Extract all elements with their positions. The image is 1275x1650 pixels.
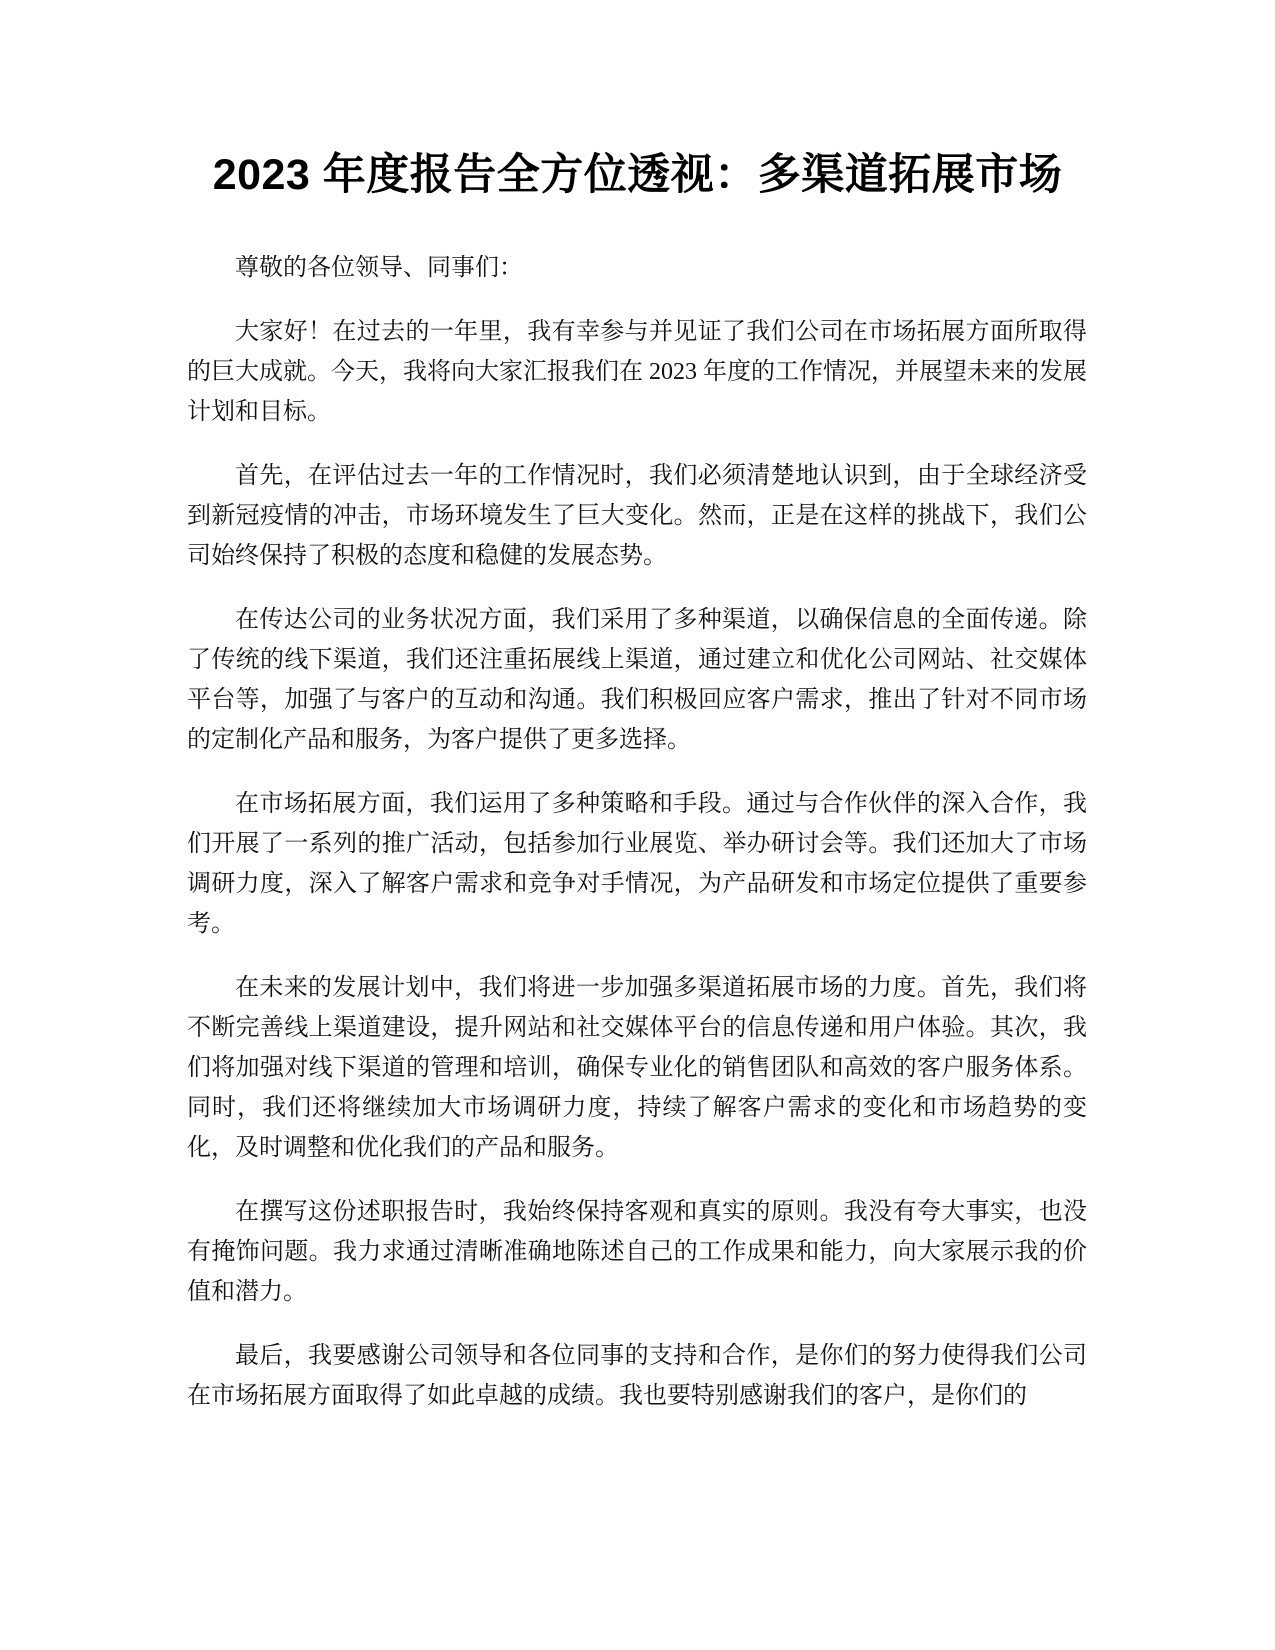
paragraph-greeting: 尊敬的各位领导、同事们： xyxy=(235,255,523,281)
paragraph-evaluation: 首先，在评估过去一年的工作情况时，我们必须清楚地认识到，由于全球经济受到新冠疫情的冲击，市场环境发生了巨大变化。然而，正是在这样的挑战下，我们公司始终保持了积极的态度和稳健的发展态势。 xyxy=(187,463,1087,569)
document-body xyxy=(187,248,1087,1440)
document-title: 2023 年度报告全方位透视：多渠道拓展市场 xyxy=(212,151,1063,199)
paragraph-future-plan: 在未来的发展计划中，我们将进一步加强多渠道拓展市场的力度。首先，我们将不断完善线上渠道建设，提升网站和社交媒体平台的信息传递和用户体验。其次，我们将加强对线下渠道的管理和培训，确保专业化的销售团队和高效的客户服务体系。同时，我们还将继续加大市场调研力度，持续了解客户需求的变化和市场趋势的变化，及时调整和优化我们的产品和服务。 xyxy=(187,975,1087,1161)
paragraph-introduction: 大家好！在过去的一年里，我有幸参与并见证了我们公司在市场拓展方面所取得的巨大成就。今天，我将向大家汇报我们在 2023 年度的工作情况，并展望未来的发展计划和目标。 xyxy=(187,319,1087,425)
paragraph-principles: 在撰写这份述职报告时，我始终保持客观和真实的原则。我没有夸大事实，也没有掩饰问题。我力求通过清晰准确地陈述自己的工作成果和能力，向大家展示我的价值和潜力。 xyxy=(187,1199,1087,1305)
paragraph-market-expansion: 在市场拓展方面，我们运用了多种策略和手段。通过与合作伙伴的深入合作，我们开展了一系列的推广活动，包括参加行业展览、举办研讨会等。我们还加大了市场调研力度，深入了解客户需求和竞争对手情况，为产品研发和市场定位提供了重要参考。 xyxy=(187,791,1087,937)
paragraph-channels: 在传达公司的业务状况方面，我们采用了多种渠道，以确保信息的全面传递。除了传统的线下渠道，我们还注重拓展线上渠道，通过建立和优化公司网站、社交媒体平台等，加强了与客户的互动和沟通。我们积极回应客户需求，推出了针对不同市场的定制化产品和服务，为客户提供了更多选择。 xyxy=(187,607,1087,753)
paragraph-thanks: 最后，我要感谢公司领导和各位同事的支持和合作，是你们的努力使得我们公司在市场拓展方面取得了如此卓越的成绩。我也要特别感谢我们的客户，是你们的 xyxy=(187,1343,1087,1409)
